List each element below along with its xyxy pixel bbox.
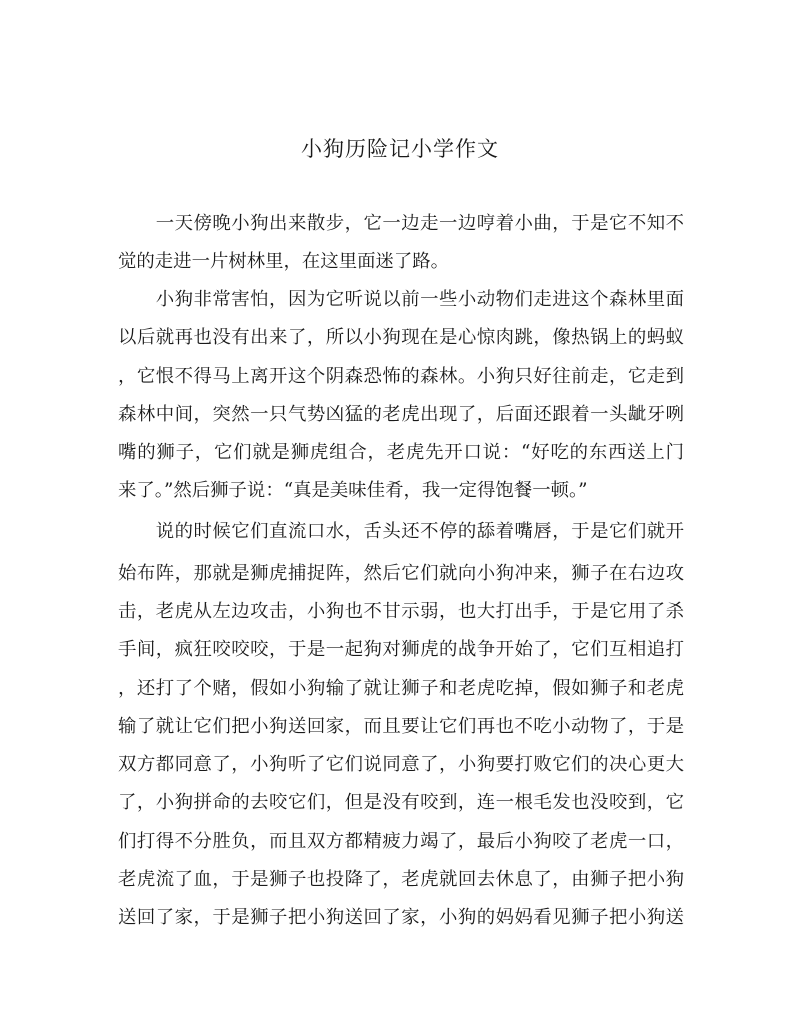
document-title: 小狗历险记小学作文 xyxy=(301,137,499,161)
text-line: ，它恨不得马上离开这个阴森恐怖的森林。小狗只好往前走，它走到 xyxy=(118,366,684,387)
text-line: 送回了家，于是狮子把小狗送回了家，小狗的妈妈看见狮子把小狗送 xyxy=(118,907,684,928)
text-line: 击，老虎从左边攻击，小狗也不甘示弱，也大打出手，于是它用了杀 xyxy=(118,601,684,622)
text-line: 觉的走进一片树林里，在这里面迷了路。 xyxy=(118,251,450,272)
text-line: 老虎流了血，于是狮子也投降了，老虎就回去休息了，由狮子把小狗 xyxy=(118,869,684,890)
text-line: 一天傍晚小狗出来散步，它一边走一边哼着小曲，于是它不知不 xyxy=(118,213,684,234)
text-line: 来了。”然后狮子说：“真是美味佳肴，我一定得饱餐一顿。” xyxy=(118,480,588,501)
text-line: 们打得不分胜负，而且双方都精疲力竭了，最后小狗咬了老虎一口， xyxy=(118,831,684,852)
text-line: 说的时候它们直流口水，舌头还不停的舔着嘴唇，于是它们就开 xyxy=(118,521,684,542)
text-line: 了，小狗拼命的去咬它们，但是没有咬到，连一根毛发也没咬到，它 xyxy=(118,792,684,813)
text-line: 以后就再也没有出来了，所以小狗现在是心惊肉跳，像热锅上的蚂蚁 xyxy=(118,327,684,348)
text-line: 始布阵，那就是狮虎捕捉阵，然后它们就向小狗冲来，狮子在右边攻 xyxy=(118,563,684,584)
text-line: 输了就让它们把小狗送回家，而且要让它们再也不吃小动物了，于是 xyxy=(118,716,684,737)
text-line: 森林中间，突然一只气势凶猛的老虎出现了，后面还跟着一头龇牙咧 xyxy=(118,404,684,425)
text-line: ，还打了个赌，假如小狗输了就让狮子和老虎吃掉，假如狮子和老虎 xyxy=(118,678,684,699)
text-line: 双方都同意了，小狗听了它们说同意了，小狗要打败它们的决心更大 xyxy=(118,754,684,775)
text-line: 小狗非常害怕，因为它听说以前一些小动物们走进这个森林里面 xyxy=(118,289,684,310)
text-line: 嘴的狮子，它们就是狮虎组合，老虎先开口说：“好吃的东西送上门 xyxy=(118,442,684,463)
text-line: 手间，疯狂咬咬咬，于是一起狗对狮虎的战争开始了，它们互相追打 xyxy=(118,639,684,660)
